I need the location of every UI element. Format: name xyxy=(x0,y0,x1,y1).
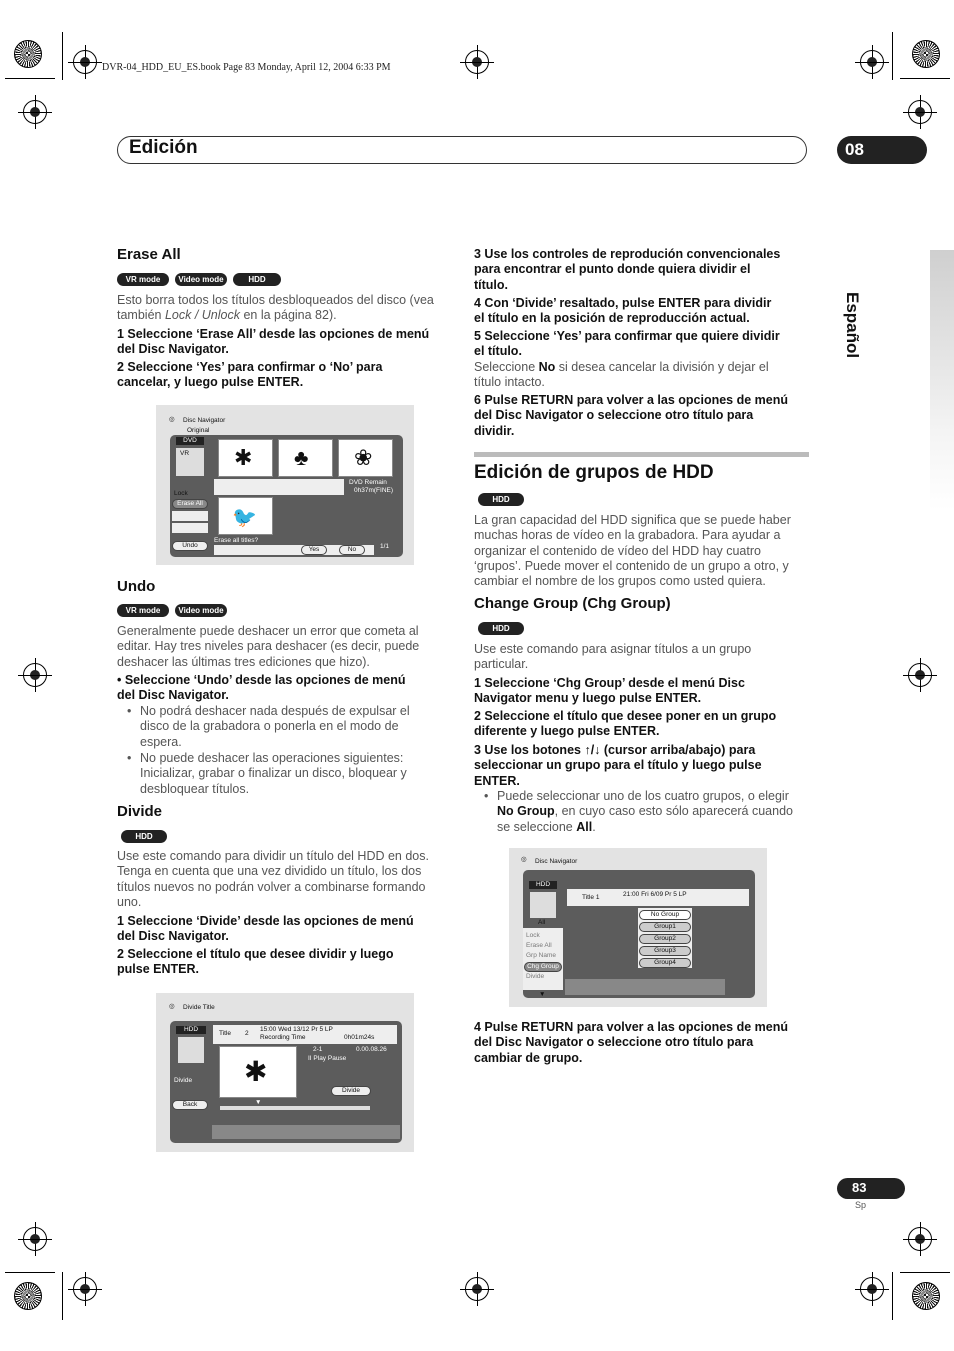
leaf-image-icon: ✱ xyxy=(244,1056,268,1087)
part-number: 2-1 xyxy=(313,1046,323,1053)
title-number: 2 xyxy=(245,1030,249,1037)
section-heading-erase-all: Erase All xyxy=(117,246,181,263)
crosshair-mark xyxy=(23,663,47,687)
disc-icon: ◎ xyxy=(169,416,175,423)
thumbnail-number: 3 xyxy=(341,441,345,448)
badge-hdd: HDD xyxy=(478,493,524,506)
undo-bullet-1: • No podrá deshacer nada después de expulsar el disco de la grabadora o ponerla en el modo de espera. xyxy=(127,704,410,749)
tree-image-icon: ♣ xyxy=(294,445,309,470)
leaf-image-icon: ✱ xyxy=(234,445,253,470)
menu-item-chg-group[interactable]: Chg Group xyxy=(524,962,562,972)
menu-item-lock[interactable]: Lock xyxy=(174,490,188,497)
language-side-tab xyxy=(930,250,954,510)
language-code: Sp xyxy=(855,1200,867,1210)
crop-line xyxy=(5,1272,55,1273)
screenshot-erase-all xyxy=(156,405,414,565)
menu-item-grp-name[interactable]: Grp Name xyxy=(526,952,556,959)
undo-step: • Seleccione ‘Undo’ desde las opciones de menú del Disc Navigator. xyxy=(117,673,406,703)
chapter-number: 08 xyxy=(837,136,927,164)
undo-text: Generalmente puede deshacer un error que cometa al editar. Hay tres niveles para deshacer (es decir, puede deshacer las últimas tres ediciones que hizo). xyxy=(117,624,420,669)
disc-type-label: HDD xyxy=(529,881,557,889)
crosshair-mark xyxy=(908,100,932,124)
menu-item-erase-all[interactable]: Erase All xyxy=(172,499,208,509)
crosshair-mark xyxy=(23,1227,47,1251)
page-indicator: 1/1 xyxy=(380,543,390,550)
crop-line xyxy=(892,1272,893,1320)
divide-step-3: 3 Use los controles de reprodución convencionales para encontrar el punto donde quiera dividir el título. xyxy=(474,247,781,292)
hdd-icon xyxy=(178,1037,204,1063)
disc-type-label: HDD xyxy=(176,1026,206,1034)
change-group-step-3: 3 Use los botones ↑/↓ (cursor arriba/abajo) para seleccionar un grupo para el título y luego pulse ENTER. xyxy=(474,743,762,788)
all-label: All xyxy=(538,919,546,926)
yes-button[interactable]: Yes xyxy=(301,545,327,555)
thumbnail-number: 2 xyxy=(281,441,285,448)
crop-line xyxy=(5,78,55,79)
section-heading-divide: Divide xyxy=(117,803,163,820)
badge-video-mode: Video mode xyxy=(175,604,227,617)
crosshair-mark xyxy=(73,50,97,74)
change-group-step-1: 1 Seleccione ‘Chg Group’ desde el menú Disc Navigator menu y luego pulse ENTER. xyxy=(474,676,745,706)
crop-line xyxy=(892,32,893,80)
badge-video-mode: Video mode xyxy=(175,273,227,286)
section-heading-undo: Undo xyxy=(117,578,156,595)
chapter-title: Edición xyxy=(129,137,198,158)
menu-spacer xyxy=(172,511,208,521)
erase-all-step-2: 2 Seleccione ‘Yes’ para confirmar o ‘No’ para cancelar, y luego pulse ENTER. xyxy=(117,360,383,390)
crosshair-mark xyxy=(908,663,932,687)
divide-note: Seleccione No si desea cancelar la división y dejar el título intacto. xyxy=(474,360,769,390)
scroll-down-icon[interactable]: ▼ xyxy=(539,991,546,998)
crosshair-mark xyxy=(860,50,884,74)
group-option-3[interactable]: Group3 xyxy=(639,946,691,956)
undo-button[interactable]: Undo xyxy=(172,541,208,551)
registration-star-br xyxy=(912,1282,940,1310)
divide-step-5: 5 Seleccione ‘Yes’ para confirmar que quiere dividir el título. xyxy=(474,329,780,359)
title-label: Title 1 xyxy=(582,894,600,901)
badge-hdd: HDD xyxy=(233,273,281,286)
badge-vr-mode: VR mode xyxy=(117,273,169,286)
hdd-groups-text: La gran capacidad del HDD significa que se puede haber muchas horas de vídeo en la grabadora. Para ayudar a organizar el contenido de vídeo del HDD hay cuatro ‘grupos’. Puede mover el contenido de un grupo a otro, y cambiar el nombre de los grupos como usted quiera. xyxy=(474,513,791,589)
title-date: 21:00 Fri 6/09 Pr 5 LP xyxy=(623,891,687,898)
group-option-2[interactable]: Group2 xyxy=(639,934,691,944)
position-marker-icon: ▼ xyxy=(255,1099,262,1106)
change-group-step-2: 2 Seleccione el título que desee poner en un grupo diferente y luego pulse ENTER. xyxy=(474,709,777,739)
chapter-header-bar xyxy=(117,136,807,164)
group-option-1[interactable]: Group1 xyxy=(639,922,691,932)
screen-title: Disc Navigator xyxy=(183,417,226,424)
flower-image-icon: ❀ xyxy=(354,445,373,470)
thumbnail-number: 4 xyxy=(221,498,225,505)
erase-all-step-1: 1 Seleccione ‘Erase All’ desde las opciones de menú del Disc Navigator. xyxy=(117,327,430,357)
divide-step-2: 2 Seleccione el título que desee dividir y luego pulse ENTER. xyxy=(117,947,394,977)
divide-text: Use este comando para dividir un título del HDD en dos. Tenga en cuenta que una vez dividido un título, los dos títulos nuevos no podrán volver a combinarse formando uno. xyxy=(117,849,429,909)
crosshair-mark xyxy=(73,1277,97,1301)
change-group-bullet: • Puede seleccionar uno de los cuatro grupos, o elegir No Group, en cuyo caso esto sólo aparecerá cuando se seleccione All. xyxy=(484,789,793,834)
disc-remain-label: DVD Remain xyxy=(349,479,387,486)
thumbnail-number: 1 xyxy=(221,441,225,448)
disc-mode: VR xyxy=(180,450,190,457)
no-button[interactable]: No xyxy=(339,545,365,555)
screen-title: Disc Navigator xyxy=(535,858,578,865)
screenshot-change-group xyxy=(509,848,767,1007)
divide-step-1: 1 Seleccione ‘Divide’ desde las opciones de menú del Disc Navigator. xyxy=(117,914,414,944)
disc-type-label: DVD xyxy=(176,437,204,445)
title-label: Title xyxy=(219,1030,232,1037)
recording-time-value: 0h01m24s xyxy=(344,1034,375,1041)
menu-item-erase-all[interactable]: Erase All xyxy=(526,942,552,949)
playback-time: 0.00.08.26 xyxy=(356,1046,387,1053)
disc-remain-time: 0h37m(FINE) xyxy=(354,487,394,494)
section-heading-hdd-groups: Edición de grupos de HDD xyxy=(474,462,714,483)
menu-item-lock[interactable]: Lock xyxy=(526,932,540,939)
badge-hdd: HDD xyxy=(121,830,167,843)
menu-item-divide[interactable]: Divide xyxy=(526,973,545,980)
crosshair-mark xyxy=(465,1277,489,1301)
section-divider xyxy=(474,452,809,457)
screenshot-divide-title xyxy=(156,993,414,1152)
side-menu-divide[interactable]: Divide xyxy=(174,1077,193,1084)
registration-star-bl xyxy=(14,1282,42,1310)
recording-date: 15:00 Wed 13/12 Pr 5 LP xyxy=(260,1026,333,1033)
back-button[interactable]: Back xyxy=(172,1100,208,1110)
screen-tab: Original xyxy=(187,427,210,434)
divide-step-4: 4 Con ‘Divide’ resaltado, pulse ENTER para dividir el título en la posición de reproducción actual. xyxy=(474,296,772,326)
badge-vr-mode: VR mode xyxy=(117,604,169,617)
divide-button[interactable]: Divide xyxy=(331,1086,371,1096)
bird-image-icon: 🐦 xyxy=(232,507,257,529)
erase-prompt: Erase all titles? xyxy=(214,537,259,544)
disc-icon: ◎ xyxy=(169,1003,175,1010)
bottom-bar xyxy=(212,1125,400,1139)
crop-line xyxy=(62,32,63,80)
print-metadata: DVR-04_HDD_EU_ES.book Page 83 Monday, April 12, 2004 6:33 PM xyxy=(102,62,391,73)
crop-line xyxy=(900,1272,950,1273)
screen-title: Divide Title xyxy=(183,1004,215,1011)
registration-star-tr xyxy=(912,40,940,68)
page-number: 83 xyxy=(837,1178,905,1199)
bottom-bar xyxy=(565,979,725,995)
section-heading-change-group: Change Group (Chg Group) xyxy=(474,595,671,612)
group-option-no-group[interactable]: No Group xyxy=(639,910,691,920)
crosshair-mark xyxy=(860,1277,884,1301)
title-info-bar xyxy=(214,479,344,495)
menu-spacer xyxy=(172,523,208,533)
play-status: II Play Pause xyxy=(308,1055,347,1062)
divide-step-6: 6 Pulse RETURN para volver a las opciones de menú del Disc Navigator o seleccione otro título para dividir. xyxy=(474,393,788,438)
timeline-bar xyxy=(220,1106,370,1110)
crosshair-mark xyxy=(908,1227,932,1251)
badge-hdd: HDD xyxy=(478,622,524,635)
disc-icon: ◎ xyxy=(521,856,527,863)
group-option-4[interactable]: Group4 xyxy=(639,958,691,968)
crosshair-mark xyxy=(465,50,489,74)
language-label: Español xyxy=(843,292,862,359)
change-group-step-4: 4 Pulse RETURN para volver a las opciones de menú del Disc Navigator o seleccione otro título para cambiar de grupo. xyxy=(474,1020,788,1065)
crop-line xyxy=(900,78,950,79)
hdd-icon xyxy=(530,892,556,918)
recording-time-label: Recording Time xyxy=(260,1034,306,1041)
change-group-text: Use este comando para asignar títulos a un grupo particular. xyxy=(474,642,752,672)
registration-star-tl xyxy=(14,40,42,68)
erase-all-intro: Esto borra todos los títulos desbloqueados del disco (vea también Lock / Unlock en la página 82). xyxy=(117,293,434,323)
undo-bullet-2: • No puede deshacer las operaciones siguientes: Inicializar, grabar o finalizar un disco, bloquear y desbloquear títulos. xyxy=(127,751,407,796)
crop-line xyxy=(62,1272,63,1320)
crosshair-mark xyxy=(23,100,47,124)
